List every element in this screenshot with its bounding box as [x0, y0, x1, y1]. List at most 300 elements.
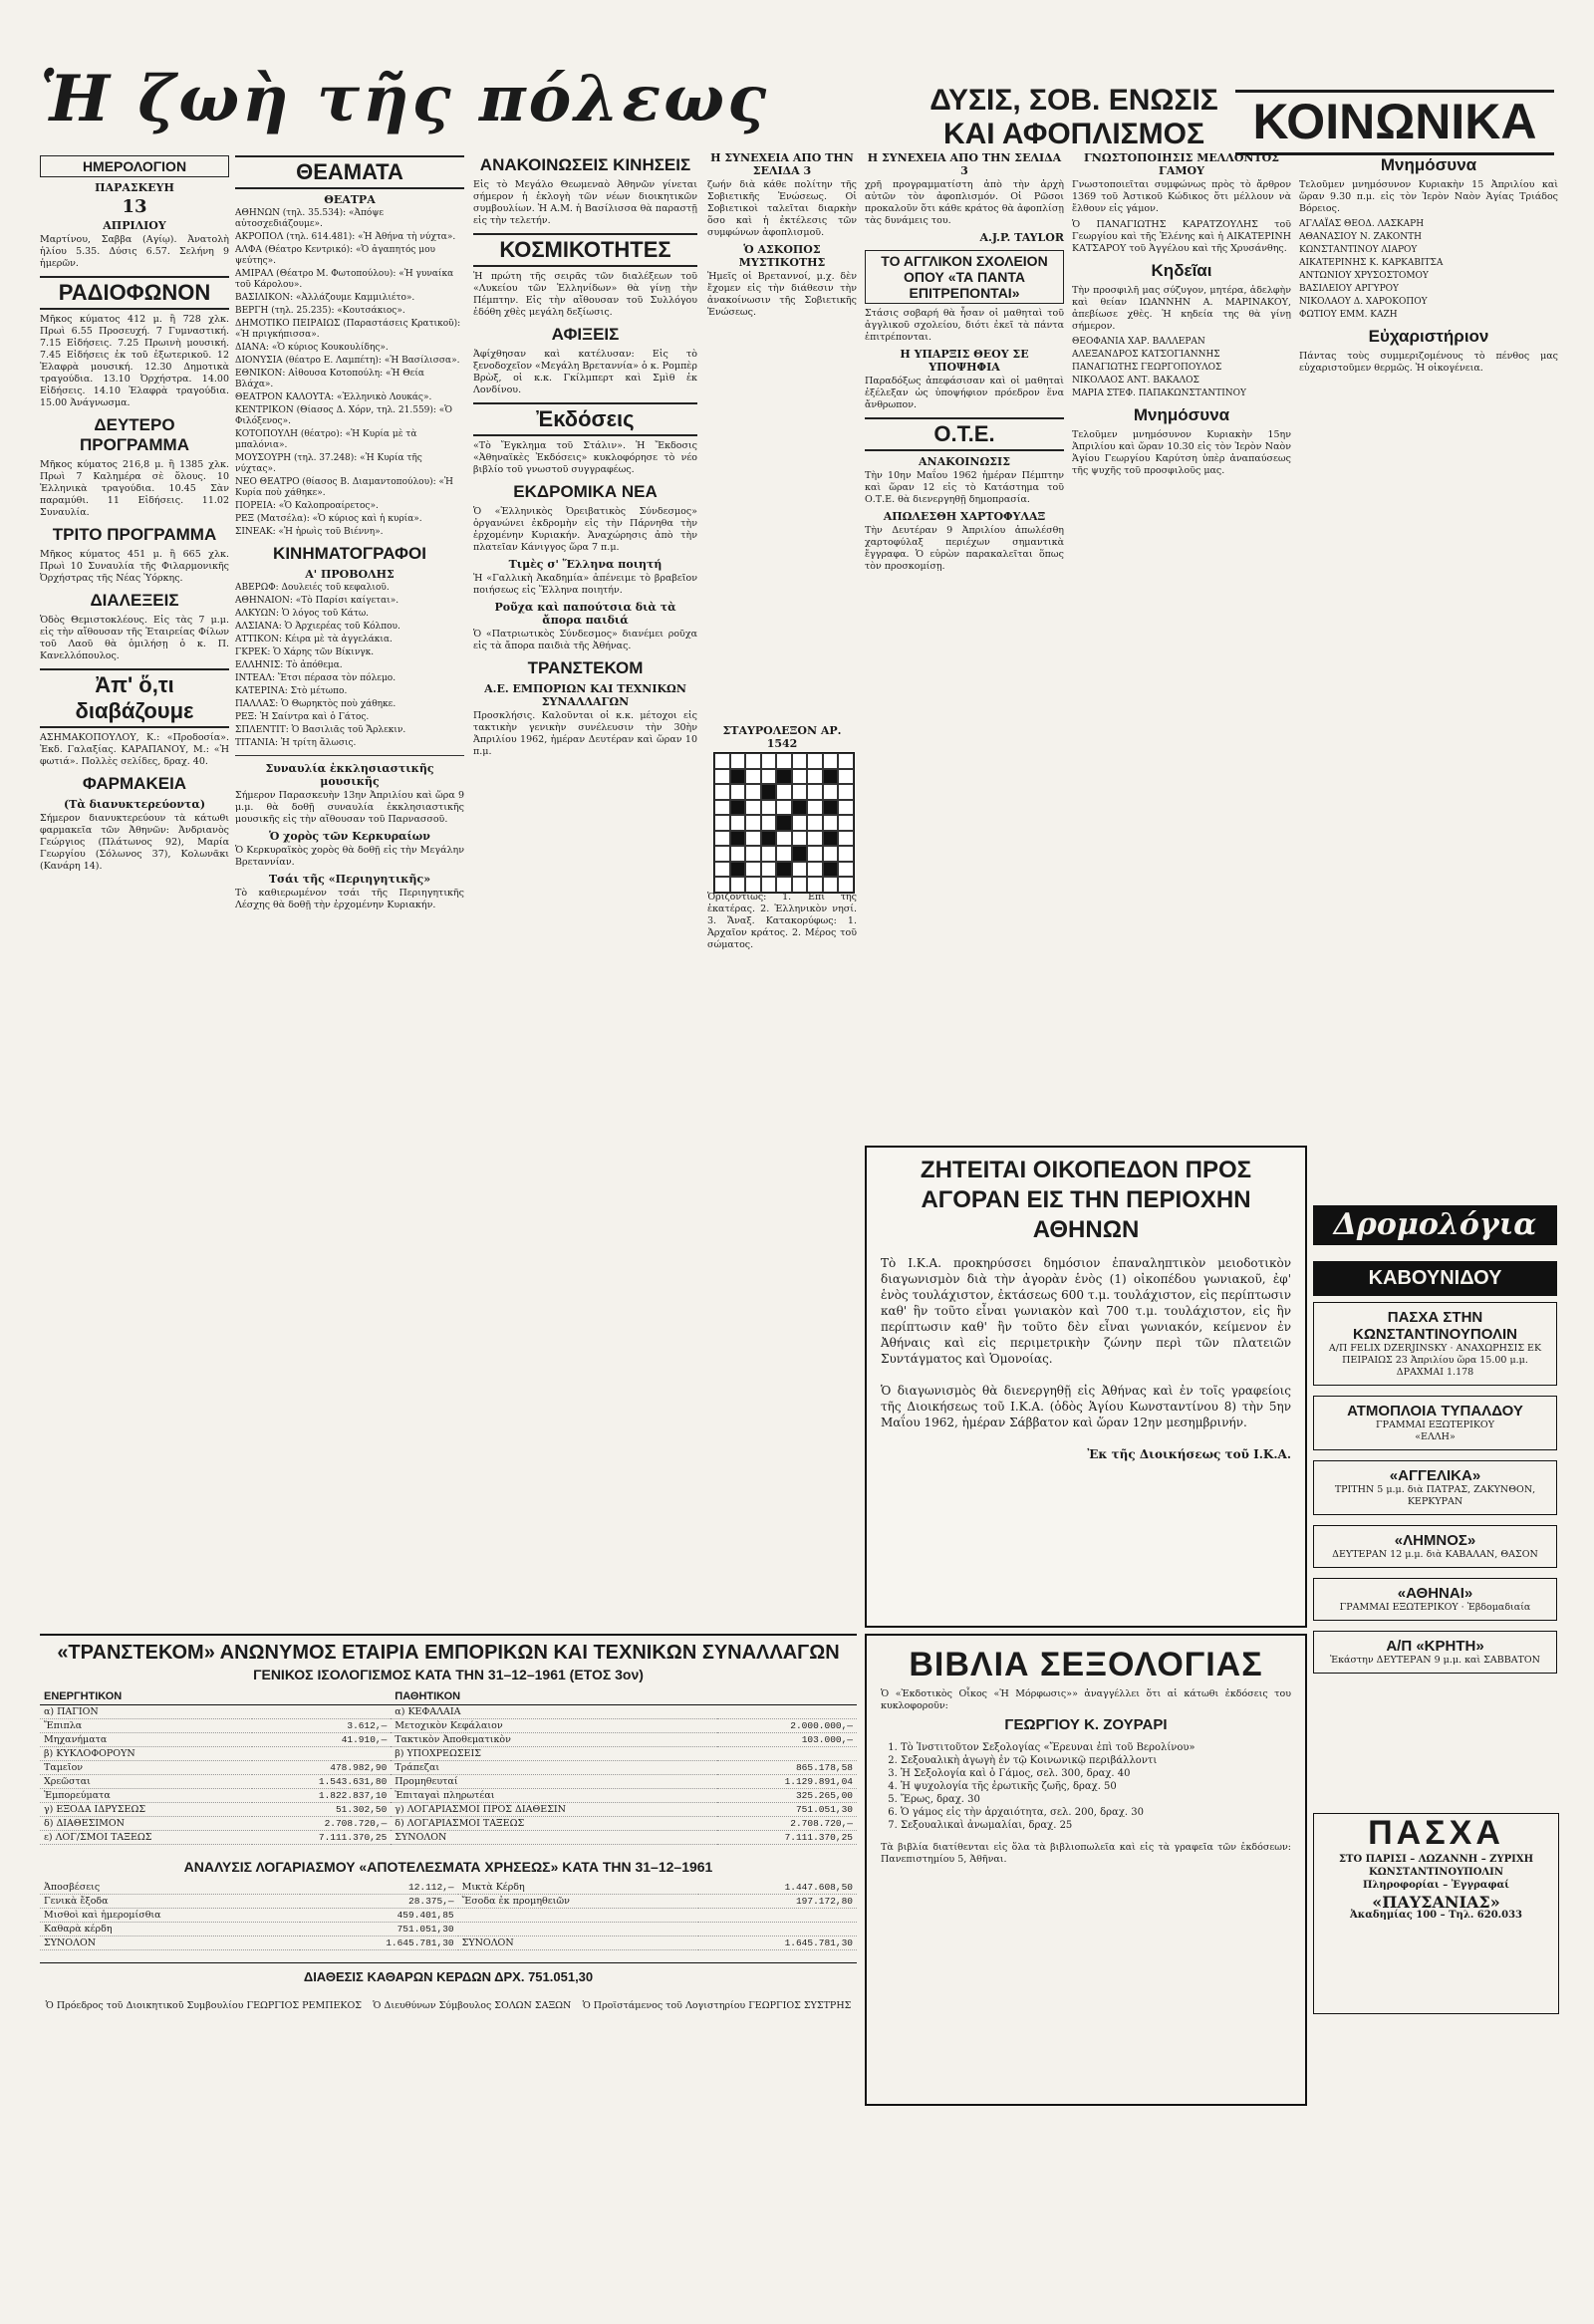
crossword-cell: [745, 800, 761, 816]
memorial-text: Τελοῦμεν μνημόσυνον Κυριακὴν 15ην Ἀπριλίου καὶ ὥραν 10.30 εἰς τὸν Ἱερὸν Ναὸν Ἁγίου Γεωργίου Καρύτση ὑπὲρ ἀναπαύσεως τῆς ψυχῆς τοῦ προσφιλοῦς μας.: [1072, 429, 1291, 476]
cinema-item: ΠΑΛΛΑΣ: Ὁ Θωρηκτὸς ποὺ χάθηκε.: [235, 699, 397, 709]
crossword-cell: [776, 784, 792, 800]
book-item: 3. Ἡ Σεξολογία καὶ ὁ Γάμος, σελ. 300, δραχ. 40: [901, 1767, 1291, 1780]
shipping-list: [1313, 1255, 1557, 1803]
crossword-cell: [838, 862, 854, 878]
crossword-cell: [745, 831, 761, 847]
crossword-cell: [745, 753, 761, 769]
crossword-cell: [761, 846, 777, 862]
news-text: ζωήν διὰ κάθε πολίτην τῆς Σοβιετικῆς Ἑνώσεως. Οἱ Σοβιετικοὶ ταλεῖται διαρκὴν ὅσο καὶ ἡ ἐκτέλεσις τῶν συμφώνων ἀφοπλισμοῦ.: [707, 179, 857, 238]
theatre-title: ΘΕΑΤΡΑ: [324, 193, 376, 206]
funerals-title: Κηδεῖαι: [1151, 261, 1212, 280]
god-title: Η ΥΠΑΡΞΙΣ ΘΕΟΥ ΣΕ ΥΠΟΨΗΦΙΑ: [900, 348, 1029, 374]
crossword-cell: [730, 753, 746, 769]
signature-president: Ὁ Πρόεδρος τοῦ Διοικητικοῦ Συμβουλίου ΓΕΩΡΓΙΟΣ ΡΕΜΠΕΚΟΣ: [45, 2000, 363, 2011]
table-cell: Μετοχικὸν Κεφάλαιον: [391, 1719, 717, 1733]
crossword-cell: [838, 769, 854, 785]
crossword-cell: [745, 769, 761, 785]
crossword-cell: [807, 815, 823, 831]
table-cell: 41.910,—: [252, 1733, 392, 1747]
table-cell: 51.302,50: [252, 1803, 392, 1817]
calendar-text: Μαρτίνου, Σαββα (Αγίῳ). Ἀνατολὴ ἡλίου 5.35. Δύσις 6.57. Σελήνη 9 ἡμερῶν.: [40, 234, 229, 269]
ship-notice: [1313, 1302, 1557, 1386]
crossword-cell: [745, 784, 761, 800]
loss-text: Τὴν Δευτέραν 9 Ἀπριλίου ἀπωλέσθη χαρτοφύλαξ περιέχων σημαντικὰ ἔγγραφα. Ὁ εὑρὼν παρακαλεῖται ὅπως τὸν προσκομίσῃ.: [865, 525, 1064, 572]
easter-line-3: Πληροφορίαι – Ἐγγραφαί: [1362, 1880, 1510, 1891]
headline-line-2: ΚΑΙ ΑΦΟΠΛΙΣΜΟΣ: [942, 118, 1205, 150]
crossword-cell: [776, 846, 792, 862]
crossword-cell: [792, 769, 808, 785]
column-memorials: [1299, 149, 1558, 1165]
table-cell: Ἔπιπλα: [40, 1719, 252, 1733]
funeral-item: ΠΑΝΑΓΙΩΤΗΣ ΓΕΩΡΓΟΠΟΥΛΟΣ: [1072, 363, 1222, 373]
table-cell: 7.111.370,25: [717, 1831, 857, 1845]
land-ad-signature: Ἐκ τῆς Διοικήσεως τοῦ Ι.Κ.Α.: [1087, 1447, 1291, 1461]
crossword-black-cell: [823, 800, 839, 816]
excursion-title: ΕΚΔΡΟΜΙΚΑ ΝΕΑ: [513, 482, 658, 501]
crossword-cell: [714, 831, 730, 847]
crossword-cell: [807, 846, 823, 862]
crossword-black-cell: [776, 815, 792, 831]
crossword-cell: [714, 815, 730, 831]
third-program-title: ΤΡΙΤΟ ΠΡΟΓΡΑΜΜΑ: [52, 525, 217, 544]
table-row: [40, 1881, 857, 1895]
table-cell: 1.822.837,10: [252, 1789, 392, 1803]
crossword-cell: [745, 815, 761, 831]
table-cell: β) ΥΠΟΧΡΕΩΣΕΙΣ: [391, 1747, 717, 1761]
ship-extra: «ΕΛΛΗ»: [1415, 1431, 1456, 1442]
crossword-cell: [730, 784, 746, 800]
cinema-item: ΓΚΡΕΚ: Ὁ Χάρης τῶν Βίκινγκ.: [235, 647, 375, 657]
books-ad-title: ΒΙΒΛΙΑ ΣΕΞΟΛΟΓΙΑΣ: [909, 1646, 1263, 1683]
crossword-cell: [838, 753, 854, 769]
table-row: [40, 1937, 857, 1950]
crossword-black-cell: [730, 800, 746, 816]
crossword-black-cell: [761, 784, 777, 800]
table-cell: Ταμεῖον: [40, 1761, 252, 1775]
crossword-black-cell: [792, 800, 808, 816]
author-signature: A.J.P. TAYLOR: [979, 231, 1064, 244]
divider: [235, 755, 464, 756]
results-title: ΑΝΑΛΥΣΙΣ ΛΟΓΑΡΙΑΣΜΟΥ «ΑΠΟΤΕΛΕΣΜΑΤΑ ΧΡΗΣΕΩΣ» ΚΑΤΑ ΤΗΝ 31–12–1961: [183, 1859, 713, 1875]
crossword: [707, 722, 857, 887]
crossword-grid: [713, 752, 855, 894]
crossword-black-cell: [823, 769, 839, 785]
read-title: Ἀπ' ὅ,τι διαβάζουμε: [40, 668, 229, 728]
table-cell: 459.401,85: [300, 1909, 458, 1923]
cinema-item: ΑΛΚΥΩΝ: Ὁ λόγος τοῦ Κάτω.: [235, 609, 370, 619]
arrivals-text: Ἀφίχθησαν καὶ κατέλυσαν: Εἰς τὸ ξενοδοχεῖον «Μεγάλη Βρεταννία» ὁ κ. Ρομπὲρ Βρὼξ, οἱ κ.κ. Γκίλμπερτ καὶ Σμὶθ ἐκ Λονδίνου.: [473, 349, 697, 395]
clothes-title: Ροῦχα καὶ παπούτσια διὰ τὰ ἄπορα παιδιά: [494, 601, 676, 627]
god-text: Παραδόξως ἀπεφάσισαν καὶ οἱ μαθηταὶ ἐξέλεξαν ὡς ὑποψήφιον πρόεδρον ἕνα ἄνθρωπον.: [865, 376, 1064, 410]
crossword-black-cell: [823, 831, 839, 847]
crossword-cell: [838, 831, 854, 847]
easter-trip-ad: [1313, 1813, 1559, 2014]
crossword-cell: [776, 877, 792, 893]
funeral-item: ΑΛΕΞΑΝΔΡΟΣ ΚΑΤΣΟΓΙΑΝΝΗΣ: [1072, 350, 1220, 360]
crossword-black-cell: [776, 862, 792, 878]
balance-subtitle: ΓΕΝΙΚΟΣ ΙΣΟΛΟΓΙΣΜΟΣ ΚΑΤΑ ΤΗΝ 31–12–1961 (ΕΤΟΣ 3ον): [253, 1667, 644, 1682]
easter-line-1: ΣΤΟ ΠΑΡΙΣΙ – ΛΩΖΑΝΝΗ – ΖΥΡΙΧΗ: [1338, 1854, 1534, 1865]
book-item: 2. Σεξουαλικὴ ἀγωγὴ ἐν τῷ Κοινωνικῷ περιβάλλοντι: [901, 1754, 1291, 1767]
cinema-item: ΑΒΕΡΩΦ: Δουλειές τοῦ κεφαλιοῦ.: [235, 583, 390, 593]
table-row: [40, 1803, 857, 1817]
calendar-month: ΑΠΡΙΛΙΟΥ: [103, 219, 166, 232]
column-disarmament: [865, 149, 1064, 1225]
concert-text: Σήμερον Παρασκευὴν 13ην Ἀπριλίου καὶ ὥρα 9 μ.μ. θὰ δοθῇ συναυλία ἐκκλησιαστικῆς μουσικῆς εἰς τὴν αἴθουσαν τοῦ Παρνασσοῦ.: [235, 790, 464, 825]
table-cell: 2.708.720,—: [717, 1817, 857, 1831]
theatre-item: ΑΚΡΟΠΟΛ (τηλ. 614.481): «Ἡ Ἀθήνα τὴ νύχτα».: [235, 232, 456, 242]
table-cell: 3.612,—: [252, 1719, 392, 1733]
table-cell: 865.178,58: [717, 1761, 857, 1775]
table-cell: 1.543.631,80: [252, 1775, 392, 1789]
table-cell: α) ΠΑΓΙΟΝ: [40, 1705, 252, 1719]
crossword-clues: Ὁριζοντίως: 1. Ἐπὶ τῆς ἑκατέρας. 2. Ἑλληνικὸν νησί. 3. Ἄναξ. Κατακορύφως: 1. Ἀρχαῖον κράτος. 2. Μέρος τοῦ σώματος.: [707, 892, 857, 950]
table-cell: ΣΥΝΟΛΟΝ: [391, 1831, 717, 1845]
memorial-item: ΑΝΤΩΝΙΟΥ ΧΡΥΣΟΣΤΟΜΟΥ: [1299, 271, 1429, 281]
signatures: [40, 2000, 857, 2011]
memorial-item: ΚΩΝΣΤΑΝΤΙΝΟΥ ΛΙΑΡΟΥ: [1299, 245, 1418, 255]
concert-title: Συναυλία ἐκκλησιαστικῆς μουσικῆς: [265, 762, 434, 788]
ote-title: Ο.Τ.Ε.: [865, 417, 1064, 451]
memorial-title: Μνημόσυνα: [1133, 405, 1230, 424]
theatre-item: ΝΕΟ ΘΕΑΤΡΟ (θίασος Β. Διαμαντοπούλου): «Ἡ Κυρία ποὺ χάθηκε».: [235, 477, 453, 498]
crossword-cell: [838, 800, 854, 816]
poet-text: Ἡ «Γαλλικὴ Ἀκαδημία» ἀπένειμε τὸ βραβεῖον ποιήσεως εἰς Ἕλληνα ποιητήν.: [473, 573, 697, 596]
cinema-item: ΑΛΣΙΑΝΑ: Ὁ Ἀρχιερέας τοῦ Κόλπου.: [235, 622, 400, 632]
land-wanted-ad: [865, 1146, 1307, 1628]
calendar-title: ΗΜΕΡΟΛΟΓΙΟΝ: [40, 155, 229, 177]
table-row: [40, 1761, 857, 1775]
ship-line: ΤΡΙΤΗΝ 5 μ.μ. διὰ ΠΑΤΡΑΣ, ΖΑΚΥΝΘΟΝ, ΚΕΡΚΥΡΑΝ: [1334, 1484, 1536, 1507]
funeral-item: ΜΑΡΙΑ ΣΤΕΦ. ΠΑΠΑΚΩΝΣΤΑΝΤΙΝΟΥ: [1072, 388, 1246, 398]
profit-title: ΔΙΑΘΕΣΙΣ ΚΑΘΑΡΩΝ ΚΕΡΔΩΝ ΔΡΧ. 751.051,30: [40, 1962, 857, 1984]
crossword-black-cell: [730, 831, 746, 847]
editions-text: «Τὸ Ἔγκλημα τοῦ Στάλιν». Ἡ Ἔκδοσις «Ἀθηναϊκὲς Ἐκδόσεις» κυκλοφόρησε τὸ νέο βιβλίο τοῦ γνωστοῦ συγγραφέως.: [473, 440, 697, 475]
crossword-cell: [823, 846, 839, 862]
table-cell: ΣΥΝΟΛΟΝ: [458, 1937, 699, 1950]
thanks-text: Πάντας τοὺς συμμεριζομένους τὸ πένθος μας εὐχαριστοῦμεν θερμῶς. Ἡ οἰκογένεια.: [1299, 351, 1558, 374]
table-cell: α) ΚΕΦΑΛΑΙΑ: [391, 1705, 717, 1719]
book-item: 7. Σεξουαλικαὶ ἀνωμαλίαι, δραχ. 25: [901, 1819, 1291, 1832]
table-cell: 478.982,90: [252, 1761, 392, 1775]
cinema-item: ΑΤΤΙΚΟΝ: Κέιρα μὲ τὰ ἀγγελάκια.: [235, 635, 393, 645]
table-cell: [717, 1747, 857, 1761]
crossword-cell: [714, 846, 730, 862]
ship-name: ΠΑΣΧΑ ΣΤΗΝ ΚΩΝΣΤΑΝΤΙΝΟΥΠΟΛΙΝ: [1353, 1309, 1517, 1343]
masthead-city-life: Ἡ ζωὴ τῆς πόλεως: [40, 62, 770, 136]
social-title: ΚΟΣΜΙΚΟΤΗΤΕΣ: [473, 233, 697, 267]
crossword-cell: [823, 784, 839, 800]
second-program-text: Μῆκος κύματος 216,8 μ. ἢ 1385 χλκ. Πρωὶ 7 Καλημέρα σὲ ὅλους. 10 Ἑλληνικὰ τραγούδια. 10.45 Σὰν παραμύθι. 11 Εἰδήσεις. 11.02 Συναυλία.: [40, 459, 229, 518]
table-cell: 1.645.781,30: [698, 1937, 857, 1950]
tea-text: Τὸ καθιερωμένον τσάι τῆς Περιηγητικῆς Λέσχης θὰ δοθῇ τὴν ἐρχομένην Κυριακήν.: [235, 888, 464, 910]
memorial-item: ΦΩΤΙΟΥ ΕΜΜ. ΚΑΖΗ: [1299, 310, 1398, 320]
table-cell: 103.000,—: [717, 1733, 857, 1747]
theatre-item: ΑΛΦΑ (Θέατρο Κεντρικό): «Ὁ ἀγαπητός μου ψεύτης».: [235, 245, 436, 266]
easter-title: ΠΑΣΧΑ: [1368, 1814, 1504, 1852]
crossword-cell: [823, 877, 839, 893]
memorial-title-2: Μνημόσυνα: [1380, 155, 1477, 174]
crossword-cell: [761, 877, 777, 893]
table-cell: Μισθοὶ καὶ ἡμερομίσθια: [40, 1909, 300, 1923]
table-cell: [717, 1705, 857, 1719]
balance-table: [40, 1688, 857, 1845]
crossword-cell: [776, 831, 792, 847]
ship-line: ΓΡΑΜΜΑΙ ΕΞΩΤΕΡΙΚΟΥ: [1375, 1420, 1494, 1430]
cinema-title: ΚΙΝΗΜΑΤΟΓΡΑΦΟΙ: [273, 544, 426, 563]
ship-notice: [1313, 1631, 1557, 1674]
table-row: [40, 1733, 857, 1747]
table-cell: [458, 1923, 699, 1937]
theatre-item: ΠΟΡΕΙΑ: «Ὁ Καλοπροαίρετος».: [235, 501, 379, 511]
radio-title: ΡΑΔΙΟΦΩΝΟΝ: [40, 276, 229, 310]
theatre-item: ΑΘΗΝΩΝ (τηλ. 35.534): «Ἀπόψε αὐτοσχεδιάζουμε».: [235, 208, 385, 229]
memorial-item: ΒΑΣΙΛΕΙΟΥ ΑΡΓΥΡΟΥ: [1299, 284, 1399, 294]
engagement-title: ΓΝΩΣΤΟΠΟΙΗΣΙΣ ΜΕΛΛΟΝΤΟΣ ΓΑΜΟΥ: [1083, 151, 1280, 177]
crossword-cell: [730, 846, 746, 862]
table-cell: Τακτικὸν Ἀποθεματικὸν: [391, 1733, 717, 1747]
crossword-title: ΣΤΑΥΡΟΛΕΞΟΝ ΑΡ. 1542: [722, 724, 842, 750]
table-cell: Τράπεζαι: [391, 1761, 717, 1775]
funeral-item: ΝΙΚΟΛΑΟΣ ΑΝΤ. ΒΑΚΑΛΟΣ: [1072, 376, 1199, 386]
school-text: Στάσις σοβαρή θὰ ἦσαν οἱ μαθηταὶ τοῦ ἀγγλικοῦ σχολείου, διότι ἐκεῖ τὰ πάντα ἐπιτρέπονται.: [865, 308, 1064, 343]
table-cell: 325.265,00: [717, 1789, 857, 1803]
table-cell: 2.000.000,—: [717, 1719, 857, 1733]
thanks-title: Εὐχαριστήριον: [1368, 327, 1489, 346]
theatre-list: [235, 208, 464, 538]
transtek-text: Προσκλήσις. Καλοῦνται οἱ κ.κ. μέτοχοι εἰς τακτικὴν γενικὴν συνέλευσιν τὴν 30ὴν Ἀπριλίου 1962, ἡμέραν Δευτέραν καὶ ὥραν 10 π.μ.: [473, 710, 697, 757]
crossword-cell: [792, 831, 808, 847]
table-cell: ε) ΛΟΓ/ΣΜΟΙ ΤΑΞΕΩΣ: [40, 1831, 252, 1845]
engagement-text-2: Ὁ ΠΑΝΑΓΙΩΤΗΣ ΚΑΡΑΤΖΟΥΛΗΣ τοῦ Γεωργίου καὶ τῆς Ἑλένης καὶ ἡ ΑΙΚΑΤΕΡΙΝΗ ΚΑΤΣΑΡΟΥ τοῦ Ἀγγέλου καὶ τῆς Χρυσάνθης.: [1072, 219, 1291, 254]
cinema-item: ΤΙΤΑΝΙΑ: Ἡ τρίτη ἄλωσις.: [235, 738, 357, 748]
crossword-cell: [745, 877, 761, 893]
books-ad: [865, 1634, 1307, 2106]
pharmacies-subtitle: (Τὰ διανυκτερεύοντα): [63, 798, 206, 811]
table-cell: Καθαρὰ κέρδη: [40, 1923, 300, 1937]
land-ad-text-2: Ὁ διαγωνισμὸς θὰ διενεργηθῇ εἰς Ἀθήνας καὶ ἐν τοῖς γραφείοις τῆς Διοικήσεως τοῦ Ι.Κ.Α. (ὁδὸς Ἁγίου Κωνσταντίνου 8) τὴν 5ην Μαΐου 1962, ἡμέραν Σάββατον καὶ ὥραν 12ην μεσημβρινήν.: [881, 1384, 1291, 1429]
table-cell: 1.129.891,04: [717, 1775, 857, 1789]
spectacles-title: ΘΕΑΜΑΤΑ: [235, 155, 464, 189]
table-cell: Μηχανήματα: [40, 1733, 252, 1747]
social-text: Ἡ πρώτη τῆς σειρᾶς τῶν διαλέξεων τοῦ «Λυκείου τῶν Ἑλληνίδων» θὰ γίνῃ τὴν Πέμπτην. Εἰς τὴν αἴθουσαν τοῦ Συλλόγου ἐδόθη χθὲς μεγάλη δεξίωσις.: [473, 271, 697, 318]
crossword-cell: [792, 784, 808, 800]
ship-notice: [1313, 1525, 1557, 1568]
ship-extra: ΔΡΑΧΜΑΙ 1.178: [1396, 1367, 1474, 1378]
theatre-item: ΜΟΥΣΟΥΡΗ (τηλ. 37.248): «Ἡ Κυρία τῆς νύχτας».: [235, 453, 422, 474]
crossword-black-cell: [730, 769, 746, 785]
theatre-item: ΒΑΣΙΛΙΚΟΝ: «Ἀλλάζουμε Καμμιλιέτο».: [235, 293, 415, 303]
crossword-black-cell: [730, 862, 746, 878]
theatre-item: ΚΕΝΤΡΙΚΟΝ (Θίασος Δ. Χόρν, τηλ. 21.559): «Ὁ Φιλόξενος».: [235, 405, 453, 426]
table-cell: 28.375,—: [300, 1895, 458, 1909]
excursion-text: Ὁ «Ἑλληνικὸς Ὀρειβατικὸς Σύνδεσμος» ὀργανώνει ἐκδρομὴν εἰς τὴν Πάρνηθα τὴν ἐρχομένην Κυριακήν. Ἀναχώρησις ἀπὸ τὴν πλατεῖαν Κάνιγγος ὥρα 7 π.μ.: [473, 506, 697, 553]
crossword-cell: [807, 769, 823, 785]
theatre-item: ΑΜΙΡΑΛ (Θέατρο Μ. Φωτοπούλου): «Ἡ γυναίκα τοῦ Κάρολου».: [235, 269, 454, 290]
memorial-item: ΑΓΛΑΪΑΣ ΘΕΟΔ. ΛΑΣΚΑΡΗ: [1299, 219, 1425, 229]
table-cell: Χρεῶσται: [40, 1775, 252, 1789]
table-cell: Μικτὰ Κέρδη: [458, 1881, 699, 1895]
ote-subtitle: ΑΝΑΚΟΙΝΩΣΙΣ: [919, 455, 1010, 468]
headline-line-1: ΔΥΣΙΣ, ΣΟΒ. ΕΝΩΣΙΣ: [930, 84, 1218, 117]
table-cell: δ) ΛΟΓΑΡΙΑΣΜΟΙ ΤΑΞΕΩΣ: [391, 1817, 717, 1831]
loss-title: ΑΠΩΛΕΣΘΗ ΧΑΡΤΟΦΥΛΑΞ: [883, 510, 1046, 523]
crossword-cell: [761, 753, 777, 769]
table-row: [40, 1747, 857, 1761]
table-cell: Ἀποσβέσεις: [40, 1881, 300, 1895]
calendar-day: ΠΑΡΑΣΚΕΥΗ: [95, 181, 174, 194]
ship-name: «ΑΘΗΝΑΙ»: [1397, 1585, 1473, 1602]
table-cell: 7.111.370,25: [252, 1831, 392, 1845]
crossword-black-cell: [823, 862, 839, 878]
crossword-cell: [745, 862, 761, 878]
ship-line: Ἐκάστην ΔΕΥΤΕΡΑΝ 9 μ.μ. καὶ ΣΑΒΒΑΤΟΝ: [1329, 1655, 1540, 1666]
table-row: [40, 1831, 857, 1845]
signature-director: Ὁ Διευθύνων Σύμβουλος ΣΟΛΩΝ ΣΑΞΩΝ: [373, 2000, 572, 2011]
assets-header: ΕΝΕΡΓΗΤΙΚΟΝ: [40, 1688, 391, 1705]
memorial-item: ΝΙΚΟΛΑΟΥ Δ. ΧΑΡΟΚΟΠΟΥ: [1299, 297, 1428, 307]
ship-name: ΑΤΜΟΠΛΟΙΑ ΤΥΠΑΛΔΟΥ: [1347, 1403, 1523, 1420]
ship-line: ΔΕΥΤΕΡΑΝ 12 μ.μ. διὰ ΚΑΒΑΛΑΝ, ΘΑΣΟΝ: [1332, 1549, 1538, 1560]
choir-text: Ὁ Κερκυραϊκὸς χορὸς θὰ δοθῇ εἰς τὴν Μεγάλην Βρεταννίαν.: [235, 845, 464, 868]
easter-line-2: ΚΩΝΣΤΑΝΤΙΝΟΥΠΟΛΙΝ: [1369, 1867, 1503, 1878]
table-cell: Γενικὰ ἔξοδα: [40, 1895, 300, 1909]
table-cell: Ἐμπορεύματα: [40, 1789, 252, 1803]
theatre-item: ΣΙΝΕΑΚ: «Ἡ ἡρωὶς τοῦ Βιέννη».: [235, 527, 384, 537]
crossword-cell: [714, 769, 730, 785]
ship-notice: [1313, 1578, 1557, 1621]
crossword-cell: [730, 877, 746, 893]
crossword-cell: [838, 846, 854, 862]
table-cell: [698, 1923, 857, 1937]
ship-notice: [1313, 1460, 1557, 1515]
table-cell: 1.447.608,50: [698, 1881, 857, 1895]
funeral-item: ΘΕΟΦΑΝΙΑ ΧΑΡ. ΒΑΛΛΕΡΑΝ: [1072, 337, 1205, 347]
table-row: [40, 1817, 857, 1831]
table-cell: [252, 1705, 392, 1719]
calendar-date: 13: [122, 196, 147, 217]
shipping-title: Δρομολόγια: [1313, 1205, 1557, 1245]
transtek-title: ΤΡΑΝΣΤΕΚΟΜ: [527, 658, 644, 677]
crossword-clues-box: [707, 892, 857, 1141]
table-cell: 12.112,—: [300, 1881, 458, 1895]
theatre-item: ΒΕΡΓΗ (τηλ. 25.235): «Κουτσάκιος».: [235, 306, 405, 316]
aesop-title: Ὁ ΑΣΚΟΠΟΣ ΜΥΣΤΙΚΟΤΗΣ: [738, 243, 826, 269]
poet-title: Τιμὲς σ' Ἕλληνα ποιητή: [508, 558, 663, 571]
table-cell: β) ΚΥΚΛΟΦΟΡΟΥΝ: [40, 1747, 252, 1761]
crossword-cell: [745, 846, 761, 862]
memorial-text-2: Τελοῦμεν μνημόσυνον Κυριακὴν 15 Ἀπριλίου καὶ ὥραν 9.30 π.μ. εἰς τὸν Ἱερὸν Ναὸν Ἁγίας Τριάδος Βόρειος.: [1299, 179, 1558, 214]
table-row: [40, 1705, 857, 1719]
theatre-item: ΔΙΟΝΥΣΙΑ (θέατρο Ε. Λαμπέτη): «Ἡ Βασίλισσα».: [235, 356, 460, 366]
books-ad-footer: Τὰ βιβλία διατίθενται εἰς ὅλα τὰ βιβλιοπωλεῖα καὶ εἰς τὰ γραφεῖα τῶν ἐκδόσεων: Πανεπιστημίου 5, Ἀθῆναι.: [881, 1842, 1291, 1865]
disarmament-text: χρῆ προγραμματίστη ἀπὸ τὴν ἀρχὴ αὐτῶν τὸν ἀφοπλισμόν. Οἱ Ρῶσοι προκαλοῦν ὅτι κάθε κράτος θὰ ἀφοπλίσῃ τὰς δυνάμεις του.: [865, 179, 1064, 226]
funeral-list: [1072, 337, 1291, 399]
easter-line-5: Ἀκαδημίας 100 – Τηλ. 620.033: [1349, 1910, 1523, 1921]
book-item: 4. Ἡ ψυχολογία τῆς ἐρωτικῆς ζωῆς, δραχ. 50: [901, 1780, 1291, 1793]
read-text: ΑΣΗΜΑΚΟΠΟΥΛΟΥ, Κ.: «Προδοσία». Ἐκδ. Γαλαξίας. ΚΑΡΑΠΑΝΟΥ, Μ.: «Ἡ φωτιά». Πολλὲς σελίδες, δραχ. 40.: [40, 732, 229, 767]
book-item: 6. Ὁ γάμος εἰς τὴν ἀρχαιότητα, σελ. 200, δραχ. 30: [901, 1806, 1291, 1819]
memorial-list: [1299, 219, 1558, 321]
table-cell: [252, 1747, 392, 1761]
crossword-cell: [807, 831, 823, 847]
ship-notice: [1313, 1396, 1557, 1450]
pharmacies-text: Σήμερον διανυκτερεύουν τὰ κάτωθι φαρμακεῖα τῶν Ἀθηνῶν: Ἀνδριανὸς Γεώργιος (Πλάτωνος 92), Μαρία Γεωργίου (Σόλωνος 37), Κολωνᾶκι (Κανάρη 14).: [40, 813, 229, 872]
table-cell: [458, 1909, 699, 1923]
crossword-cell: [714, 862, 730, 878]
theatre-item: ΚΟΤΟΠΟΥΛΗ (θέατρο): «Ἡ Κυρία μὲ τὰ μπαλόνια».: [235, 429, 417, 450]
land-ad-text: Τὸ Ι.Κ.Α. προκηρύσσει δημόσιον ἐπαναληπτικὸν μειοδοτικὸν διαγωνισμὸν διὰ τὴν ἀγορὰν ἑνὸς (1) οἰκοπέδου γωνιακοῦ, ἐφ' ἑνὸς τουλάχιστον, ἐκτάσεως 600 τ.μ. τουλάχιστον, εἰς περίπτωσιν καθ' ἣν τοῦτο εἶναι γωνιακὸν καὶ 700 τ.μ. τουλάχιστον, εἰς ἣν περίπτωσιν καθ' ἣν τοῦτο δὲν εἶναι γωνιακόν, κείμενον ἐν Ἀθήναις καὶ εἰς περιμετρικὴν ζώνην περὶ τῶν πλατειῶν Συντάγματος καὶ Ὁμονοίας.: [881, 1256, 1291, 1366]
column-spectacles: [235, 149, 464, 1634]
continued-label-2: Η ΣΥΝΕΧΕΙΑ ΑΠΟ ΤΗΝ ΣΕΛΙΔΑ 3: [867, 151, 1062, 177]
choir-title: Ὁ χορὸς τῶν Κερκυραίων: [269, 830, 430, 843]
crossword-cell: [823, 815, 839, 831]
table-cell: 1.645.781,30: [300, 1937, 458, 1950]
crossword-cell: [792, 862, 808, 878]
lectures-text: Ὁδὸς Θεμιστοκλέους. Εἰς τὰς 7 μ.μ. εἰς τὴν αἴθουσαν τῆς Ἑταιρείας Φίλων τοῦ Λαοῦ θὰ ὁμιλήσῃ ὁ κ. Π. Κανελλόπουλος.: [40, 615, 229, 661]
ship-name: «ΑΓΓΕΛΙΚΑ»: [1389, 1467, 1481, 1484]
balance-title: «ΤΡΑΝΣΤΕΚΟΜ» ΑΝΩΝΥΜΟΣ ΕΤΑΙΡΙΑ ΕΜΠΟΡΙΚΩΝ ΚΑΙ ΤΕΧΝΙΚΩΝ ΣΥΝΑΛΛΑΓΩΝ: [57, 1642, 840, 1664]
liabilities-header: ΠΑΘΗΤΙΚΟΝ: [391, 1688, 857, 1705]
table-cell: γ) ΛΟΓΑΡΙΑΣΜΟΙ ΠΡΟΣ ΔΙΑΘΕΣΙΝ: [391, 1803, 717, 1817]
table-cell: Ἔσοδα ἐκ προμηθειῶν: [458, 1895, 699, 1909]
cinema-subtitle: Α' ΠΡΟΒΟΛΗΣ: [305, 568, 395, 581]
table-cell: Προμηθευταί: [391, 1775, 717, 1789]
editions-title: Ἐκδόσεις: [473, 402, 697, 436]
table-cell: Ἐπιταγαὶ πληρωτέαι: [391, 1789, 717, 1803]
kavounidou-logo: ΚΑΒΟΥΝΙΔΟΥ: [1313, 1261, 1557, 1296]
crossword-black-cell: [761, 831, 777, 847]
crossword-black-cell: [776, 769, 792, 785]
table-cell: [698, 1909, 857, 1923]
arrivals-title: ΑΦΙΞΕΙΣ: [551, 325, 620, 344]
crossword-cell: [823, 753, 839, 769]
theatre-item: ΡΕΞ (Ματσέλα): «Ὁ κύριος καὶ ἡ κυρία».: [235, 514, 422, 524]
crossword-cell: [761, 862, 777, 878]
funerals-text: Τὴν προσφιλῆ μας σύζυγον, μητέρα, ἀδελφὴν καὶ θείαν ΙΩΑΝΝΗΝ Α. ΜΑΡΙΝΑΚΟΥ, ἀπεβίωσε χθὲς. Ἡ κηδεία της θὰ γίνῃ σήμερον.: [1072, 285, 1291, 332]
ship-boxes: [1313, 1302, 1557, 1674]
theatre-item: ΘΕΑΤΡΟΝ ΚΑΛΟΥΤΑ: «Ἑλληνικὸ Λουκάς».: [235, 392, 432, 402]
book-item: 1. Τὸ Ἰνστιτοῦτον Σεξολογίας «Ἔρευναι ἐπὶ τοῦ Βερολίνου»: [901, 1741, 1291, 1754]
school-title: ΤΟ ΑΓΓΛΙΚΟΝ ΣΧΟΛΕΙΟΝ ΟΠΟΥ «ΤΑ ΠΑΝΤΑ ΕΠΙΤΡΕΠΟΝΤΑΙ»: [865, 250, 1064, 304]
crossword-cell: [792, 815, 808, 831]
balance-sheet: [40, 1634, 857, 2323]
cinema-item: ΑΘΗΝΑΙΟΝ: «Τὸ Παρίσι καίγεται».: [235, 596, 399, 606]
tea-title: Τσάι τῆς «Περιηγητικῆς»: [268, 873, 431, 886]
column-social-notices: [1072, 149, 1291, 1205]
theatre-item: ΔΙΑΝΑ: «Ὁ κύριος Κουκουλίδης».: [235, 343, 389, 353]
masthead-society: ΚΟΙΝΩΝΙΚΑ: [1235, 90, 1554, 155]
cinema-list: [235, 583, 464, 749]
crossword-cell: [761, 800, 777, 816]
announcement-text: Εἰς τὸ Μεγάλο Θεωμεναὸ Ἀθηνῶν γίνεται σήμερον ἡ ἐκλογὴ τῶν νέων διοικητικῶν συμβουλίων. Ἡ Α.Μ. ἡ Βασίλισσα θὰ παραστῇ εἰς τὴν τελετήν.: [473, 179, 697, 226]
masthead-headline: [865, 84, 1283, 153]
ship-name: Α/Π «ΚΡΗΤΗ»: [1386, 1638, 1484, 1655]
crossword-cell: [807, 877, 823, 893]
memorial-item: ΑΙΚΑΤΕΡΙΝΗΣ Κ. ΚΑΡΚΑΒΙΤΣΑ: [1299, 258, 1444, 268]
ship-line: ΓΡΑΜΜΑΙ ΕΞΩΤΕΡΙΚΟΥ · Ἐβδομαδιαία: [1339, 1602, 1531, 1613]
ote-text: Τὴν 10ην Μαΐου 1962 ἡμέραν Πέμπτην καὶ ὥραν 12 εἰς τὸ Κατάστημα τοῦ Ο.Τ.Ε. θὰ διενεργηθῇ δημοπρασία.: [865, 470, 1064, 505]
crossword-cell: [730, 815, 746, 831]
ship-name: «ΛΗΜΝΟΣ»: [1394, 1532, 1476, 1549]
signature-accountant: Ὁ Προϊστάμενος τοῦ Λογιστηρίου ΓΕΩΡΓΙΟΣ ΣΥΣΤΡΗΣ: [582, 2000, 852, 2011]
table-cell: 751.051,30: [300, 1923, 458, 1937]
aesop-text: Ἡμεῖς οἱ Βρεταννοί, μ.χ. δὲν ἔχομεν εἰς τὴν διάθεσιν τὴν ἀνακοίνωσιν τῆς Σοβιετικῆς Ἑνώσεως.: [707, 271, 857, 318]
crossword-cell: [714, 753, 730, 769]
easter-line-4: «ΠΑΥΣΑΝΙΑΣ»: [1372, 1893, 1500, 1912]
memorial-item: ΑΘΑΝΑΣΙΟΥ Ν. ΖΑΚΟΝΤΗ: [1299, 232, 1423, 242]
